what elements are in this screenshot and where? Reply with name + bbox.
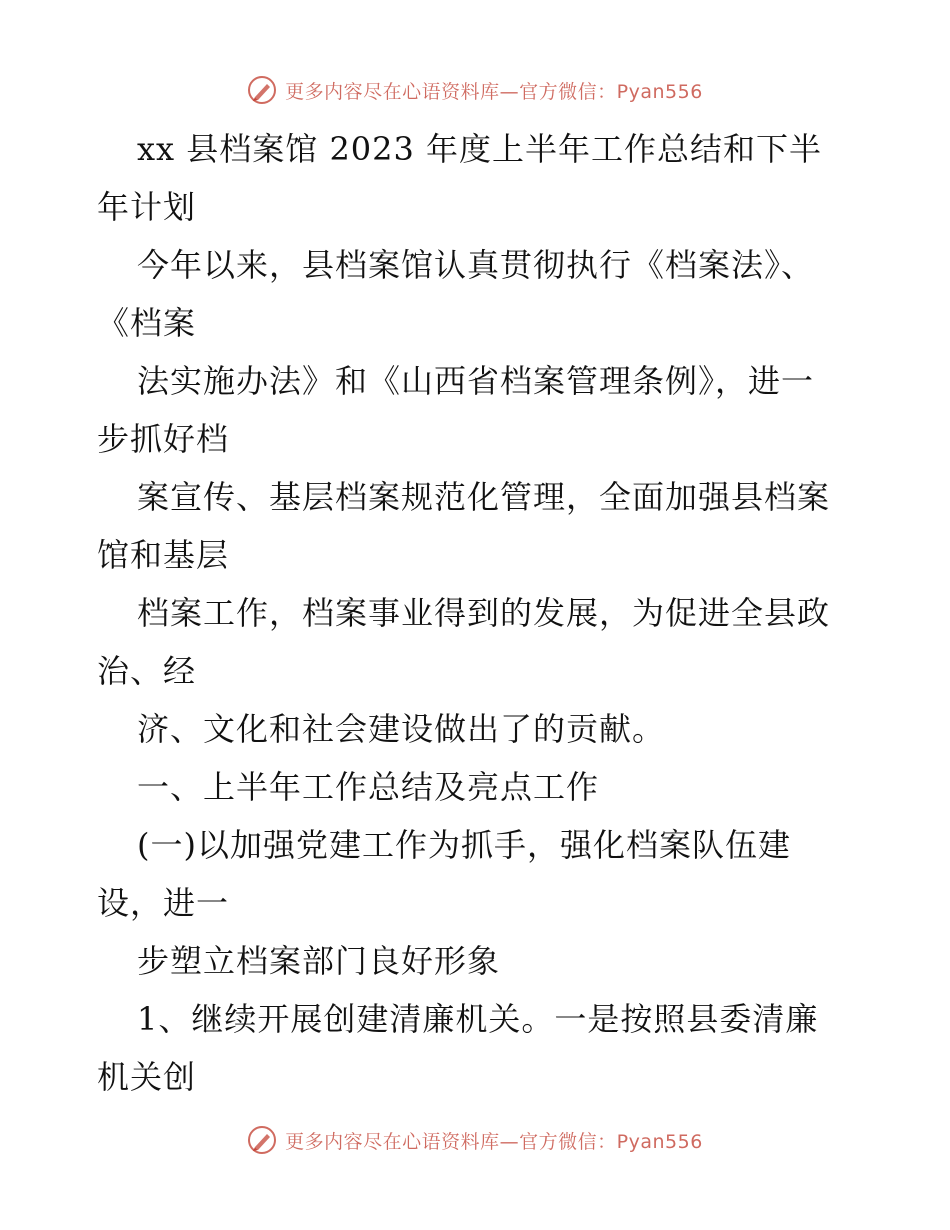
text-line: 步塑立档案部门良好形象 — [137, 942, 501, 980]
text-line: 济、文化和社会建设做出了的贡献。 — [137, 710, 666, 748]
watermark-banner-top — [0, 70, 950, 110]
text-line: (一)以加强党建工作为抓手，强化档案队伍建 — [137, 826, 791, 864]
text-line: 法实施办法》和《山西省档案管理条例》，进一 — [137, 362, 815, 400]
text-line: 年计划 — [97, 188, 197, 226]
pen-logo-icon — [247, 1125, 277, 1155]
text-line: 1、继续开展创建清廉机关。一是按照县委清廉 — [137, 1000, 819, 1038]
text-line: xx 县档案馆 2023 年度上半年工作总结和下半 — [137, 130, 823, 168]
text-line: 馆和基层 — [97, 536, 230, 574]
text-line: 步抓好档 — [97, 420, 230, 458]
pen-logo-icon — [247, 75, 277, 105]
text-line: 案宣传、基层档案规范化管理，全面加强县档案 — [137, 478, 831, 516]
document-body — [97, 120, 867, 1106]
watermark-banner-bottom — [0, 1120, 950, 1160]
text-line: 机关创 — [97, 1058, 197, 1096]
text-line: 设，进一 — [97, 884, 230, 922]
text-line: 档案工作，档案事业得到的发展，为促进全县政 — [137, 594, 831, 632]
text-line: 一、上半年工作总结及亮点工作 — [137, 768, 600, 806]
watermark-text: 更多内容尽在心语资料库—官方微信：Pyan556 — [285, 80, 703, 103]
watermark-text: 更多内容尽在心语资料库—官方微信：Pyan556 — [285, 1130, 703, 1153]
text-line: 治、经 — [97, 652, 197, 690]
text-line: 今年以来，县档案馆认真贯彻执行《档案法》、 — [137, 246, 815, 284]
text-line: 《档案 — [97, 304, 197, 342]
